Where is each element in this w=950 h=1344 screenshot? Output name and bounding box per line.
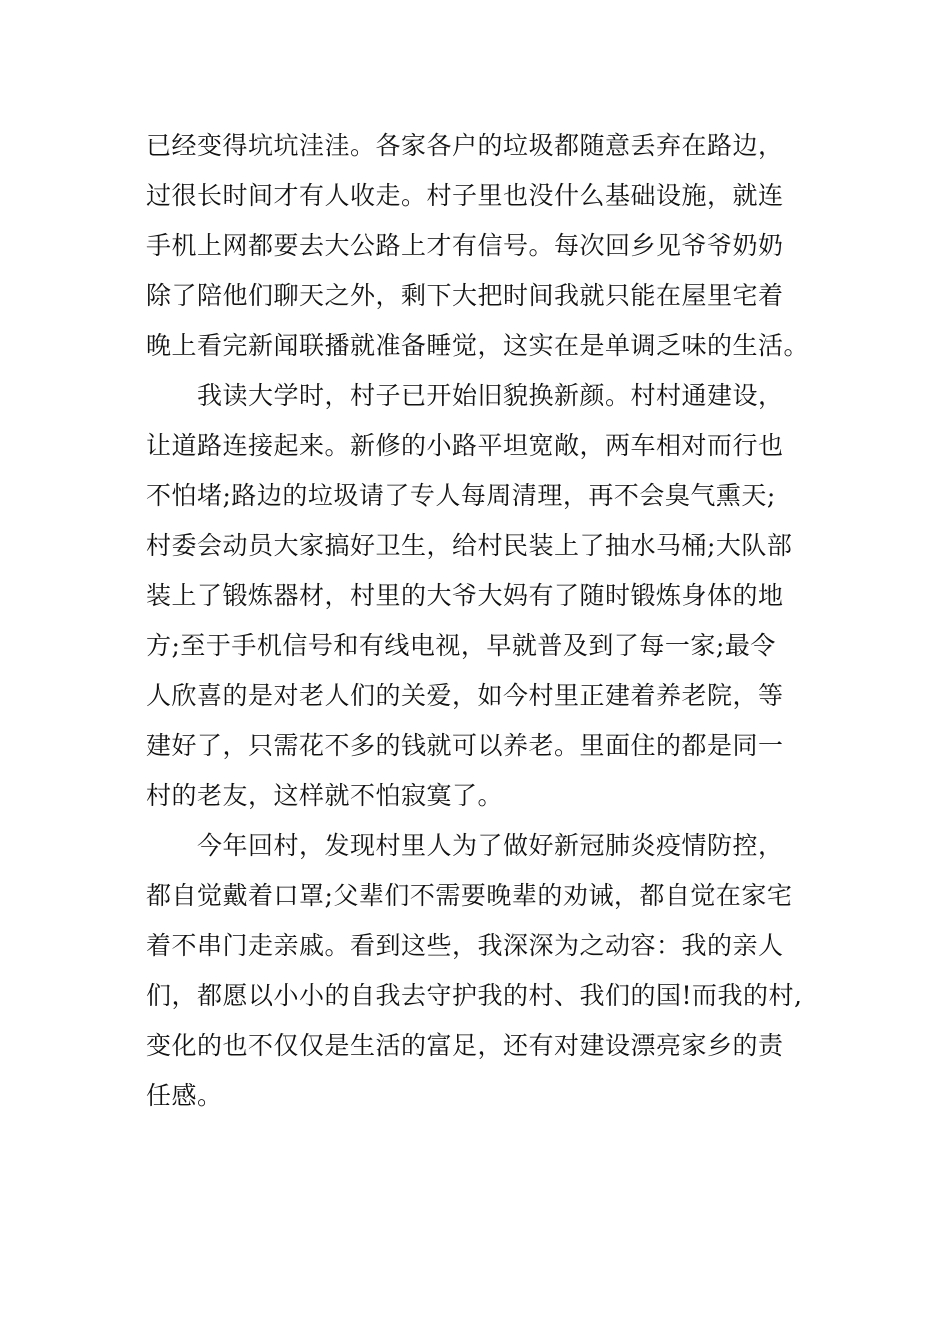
text-line: 方;至于手机信号和有线电视，早就普及到了每一家;最令 xyxy=(146,631,776,660)
text-line: 晚上看完新闻联播就准备睡觉，这实在是单调乏味的生活。 xyxy=(146,331,810,360)
text-line: 让道路连接起来。新修的小路平坦宽敞，两车相对而行也 xyxy=(146,431,784,460)
text-line: 建好了，只需花不多的钱就可以养老。里面住的都是同一 xyxy=(146,731,784,760)
body-text xyxy=(146,126,836,1126)
paragraph-start-line: 今年回村，发现村里人为了做好新冠肺炎疫情防控， xyxy=(197,831,784,860)
text-line: 已经变得坑坑洼洼。各家各户的垃圾都随意丢弃在路边， xyxy=(146,131,784,160)
text-line: 人欣喜的是对老人们的关爱，如今村里正建着养老院，等 xyxy=(146,681,784,710)
text-line: 着不串门走亲戚。看到这些，我深深为之动容：我的亲人 xyxy=(146,931,784,960)
text-line: 手机上网都要去大公路上才有信号。每次回乡见爷爷奶奶 xyxy=(146,231,784,260)
text-line: 变化的也不仅仅是生活的富足，还有对建设漂亮家乡的责 xyxy=(146,1031,784,1060)
text-line: 装上了锻炼器材，村里的大爷大妈有了随时锻炼身体的地 xyxy=(146,581,784,610)
text-line: 村的老友，这样就不怕寂寞了。 xyxy=(146,781,504,810)
text-line: 都自觉戴着口罩;父辈们不需要晚辈的劝诫，都自觉在家宅 xyxy=(146,881,793,910)
paragraph-start-line: 我读大学时，村子已开始旧貌换新颜。村村通建设， xyxy=(197,381,784,410)
text-line: 任感。 xyxy=(146,1081,223,1110)
text-line: 过很长时间才有人收走。村子里也没什么基础设施，就连 xyxy=(146,181,784,210)
text-line: 不怕堵;路边的垃圾请了专人每周清理，再不会臭气熏天; xyxy=(146,481,776,510)
text-line: 村委会动员大家搞好卫生，给村民装上了抽水马桶;大队部 xyxy=(146,531,793,560)
text-line: 们，都愿以小小的自我去守护我的村、我们的国!而我的村, xyxy=(146,981,803,1010)
text-line: 除了陪他们聊天之外，剩下大把时间我就只能在屋里宅着 xyxy=(146,281,784,310)
